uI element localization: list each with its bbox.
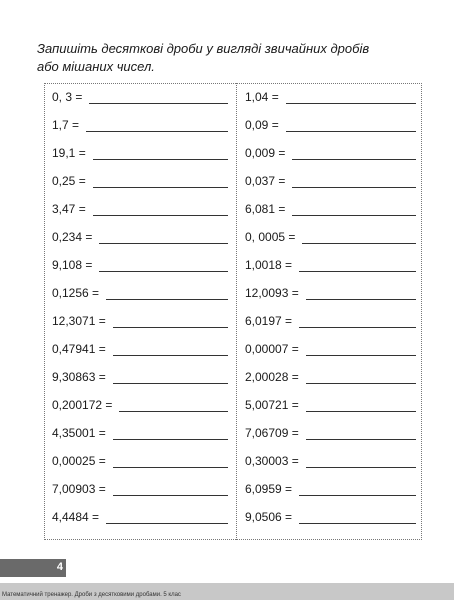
answer-blank[interactable]	[306, 467, 416, 468]
answer-blank[interactable]	[299, 495, 416, 496]
left-row	[52, 335, 228, 363]
instruction-line-2: або мішаних чисел.	[37, 59, 155, 74]
left-row	[52, 391, 228, 419]
right-row	[245, 503, 416, 531]
right-row	[245, 335, 416, 363]
decimal-expression: 4,4484 =	[52, 510, 100, 524]
decimal-expression: 4,35001 =	[52, 426, 106, 440]
answer-blank[interactable]	[113, 327, 228, 328]
answer-blank[interactable]	[286, 103, 416, 104]
decimal-expression: 0,009 =	[245, 146, 286, 160]
left-row	[52, 447, 228, 475]
right-row	[245, 391, 416, 419]
answer-blank[interactable]	[306, 411, 416, 412]
answer-blank[interactable]	[93, 159, 228, 160]
decimal-expression: 0,09 =	[245, 118, 279, 132]
right-row	[245, 167, 416, 195]
decimal-expression: 0,47941 =	[52, 342, 106, 356]
answer-blank[interactable]	[306, 383, 416, 384]
decimal-expression: 6,0959 =	[245, 482, 293, 496]
right-row	[245, 279, 416, 307]
right-row	[245, 111, 416, 139]
left-row	[52, 139, 228, 167]
right-row	[245, 475, 416, 503]
exercise-instruction	[37, 40, 397, 76]
decimal-expression: 0, 3 =	[52, 90, 83, 104]
decimal-expression: 0,1256 =	[52, 286, 100, 300]
decimal-expression: 0,200172 =	[52, 398, 113, 412]
answer-blank[interactable]	[106, 299, 228, 300]
answer-blank[interactable]	[93, 215, 228, 216]
left-row	[52, 223, 228, 251]
decimal-expression: 12,0093 =	[245, 286, 299, 300]
answer-blank[interactable]	[292, 159, 416, 160]
answer-blank[interactable]	[299, 271, 416, 272]
decimal-expression: 7,00903 =	[52, 482, 106, 496]
answer-blank[interactable]	[113, 355, 228, 356]
left-row	[52, 419, 228, 447]
answer-blank[interactable]	[113, 383, 228, 384]
decimal-expression: 1,7 =	[52, 118, 80, 132]
decimal-expression: 1,0018 =	[245, 258, 293, 272]
right-row	[245, 447, 416, 475]
decimal-expression: 0,234 =	[52, 230, 93, 244]
decimal-expression: 5,00721 =	[245, 398, 299, 412]
decimal-expression: 9,30863 =	[52, 370, 106, 384]
right-row	[245, 363, 416, 391]
footer-text: Математичний тренажер. Дроби з десятковими дробами. 5 клас	[2, 592, 181, 598]
answer-blank[interactable]	[292, 187, 416, 188]
column-divider	[236, 83, 237, 540]
decimal-expression: 0,25 =	[52, 174, 86, 188]
decimal-expression: 6,081 =	[245, 202, 286, 216]
decimal-expression: 7,06709 =	[245, 426, 299, 440]
answer-blank[interactable]	[299, 523, 416, 524]
decimal-expression: 6,0197 =	[245, 314, 293, 328]
decimal-expression: 3,47 =	[52, 202, 86, 216]
left-row	[52, 307, 228, 335]
left-row	[52, 475, 228, 503]
answer-blank[interactable]	[299, 327, 416, 328]
answer-blank[interactable]	[113, 495, 228, 496]
left-row	[52, 503, 228, 531]
decimal-expression: 2,00028 =	[245, 370, 299, 384]
decimal-expression: 9,108 =	[52, 258, 93, 272]
right-row	[245, 419, 416, 447]
right-row	[245, 83, 416, 111]
answer-blank[interactable]	[306, 299, 416, 300]
answer-blank[interactable]	[306, 355, 416, 356]
decimal-expression: 9,0506 =	[245, 510, 293, 524]
right-row	[245, 251, 416, 279]
right-row	[245, 307, 416, 335]
decimal-expression: 12,3071 =	[52, 314, 106, 328]
left-row	[52, 195, 228, 223]
decimal-expression: 0,037 =	[245, 174, 286, 188]
left-row	[52, 279, 228, 307]
answer-blank[interactable]	[86, 131, 228, 132]
right-row	[245, 195, 416, 223]
decimal-expression: 0, 0005 =	[245, 230, 296, 244]
answer-blank[interactable]	[106, 523, 228, 524]
answer-blank[interactable]	[306, 439, 416, 440]
decimal-expression: 1,04 =	[245, 90, 279, 104]
decimal-expression: 0,30003 =	[245, 454, 299, 468]
right-row	[245, 139, 416, 167]
right-row	[245, 223, 416, 251]
left-row	[52, 167, 228, 195]
answer-blank[interactable]	[99, 243, 228, 244]
instruction-line-1: Запишіть десяткові дроби у вигляді звичайних дробів	[37, 41, 370, 56]
answer-blank[interactable]	[292, 215, 416, 216]
answer-blank[interactable]	[93, 187, 228, 188]
answer-blank[interactable]	[302, 243, 416, 244]
left-row	[52, 251, 228, 279]
decimal-expression: 0,00025 =	[52, 454, 106, 468]
answer-blank[interactable]	[113, 439, 228, 440]
left-row	[52, 363, 228, 391]
decimal-expression: 0,00007 =	[245, 342, 299, 356]
decimal-expression: 19,1 =	[52, 146, 86, 160]
left-row	[52, 83, 228, 111]
page-number-box	[0, 559, 66, 577]
answer-blank[interactable]	[113, 467, 228, 468]
page-number: 4	[56, 561, 63, 573]
left-row	[52, 111, 228, 139]
answer-blank[interactable]	[89, 103, 228, 104]
answer-blank[interactable]	[119, 411, 228, 412]
answer-blank[interactable]	[286, 131, 416, 132]
answer-blank[interactable]	[99, 271, 228, 272]
